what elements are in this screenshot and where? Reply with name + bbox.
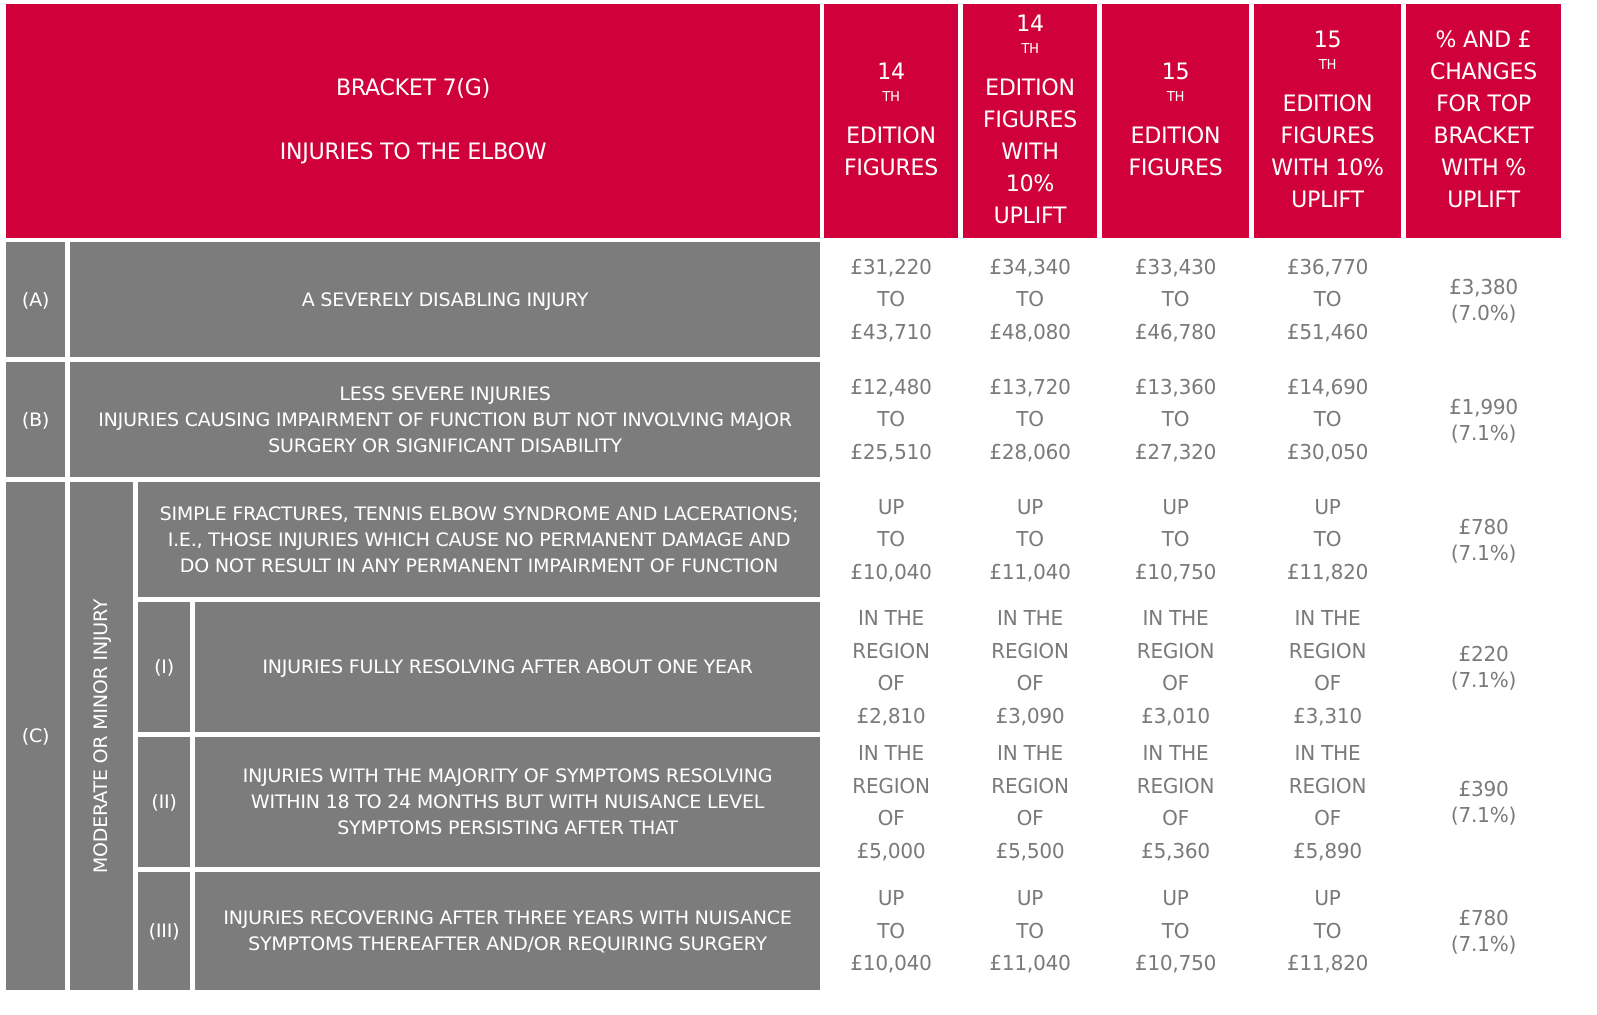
row-b-14th [824,362,958,477]
value-line: UP [1016,494,1044,519]
change-amount: £780 [1458,514,1509,539]
header-line: WITH % [1441,156,1526,181]
value-line: TO [1161,287,1190,312]
value-line: £27,320 [1134,439,1217,464]
col-header-14th-edition [824,4,958,238]
row-b-15th-uplift [1254,362,1401,477]
value-line: £14,690 [1286,374,1369,399]
value-line: REGION [852,773,930,798]
value-line: £10,750 [1134,951,1217,976]
row-c-iii-change [1406,872,1561,990]
bracket-title: BRACKET 7(G) [335,76,491,101]
row-c-i-14th [824,602,958,732]
value-line: £11,040 [989,559,1071,584]
value-line: £5,360 [1141,838,1210,863]
value-line: £3,090 [995,703,1065,728]
value-line: IN THE [997,741,1063,765]
description-line: INJURIES RECOVERING AFTER THREE YEARS WITH NUISANCE [223,907,792,929]
bracket-header [6,4,820,238]
change-amount: £3,380 [1449,274,1518,299]
header-line: UPLIFT [1291,188,1364,213]
header-line: EDITION [1130,124,1221,149]
header-line: FIGURES [1280,124,1375,149]
change-percent: (7.1%) [1450,668,1517,692]
row-c-main-change [1406,482,1561,597]
value-line: OF [1314,671,1341,695]
value-line: OF [1162,671,1189,695]
row-b-change [1406,362,1561,477]
row-a-14th [824,242,958,357]
row-c-label: (C) [6,482,65,990]
value-line: TO [1016,287,1044,312]
value-line: £3,310 [1293,703,1362,728]
description-line: SURGERY OR SIGNIFICANT DISABILITY [268,434,622,457]
header-line: WITH 10% [1271,156,1384,181]
value-line: TO [877,918,905,943]
description-line: LESS SEVERE INJURIES [339,382,551,405]
value-line: TO [1161,527,1190,552]
value-line: TO [1313,287,1342,312]
value-line: UP [1314,886,1341,911]
value-line: £11,820 [1286,559,1369,584]
row-a-label: (A) [6,242,65,357]
value-line: £46,780 [1134,319,1217,344]
row-c-i-description: INJURIES FULLY RESOLVING AFTER ABOUT ONE YEAR [195,602,820,732]
value-line: £28,060 [989,439,1071,464]
header-line: WITH [1001,140,1059,165]
row-a-change [1406,242,1561,357]
col-header-14th-edition-uplift [963,4,1097,238]
value-line: £10,750 [1134,559,1217,584]
value-line: REGION [991,638,1069,663]
header-line: FIGURES [843,156,939,181]
value-line: £12,480 [850,374,932,399]
value-line: OF [1016,671,1044,695]
value-line: OF [1016,806,1044,830]
row-a-15th-uplift [1254,242,1401,357]
description-line: SIMPLE FRACTURES, TENNIS ELBOW SYNDROME AND LACERATIONS; [159,502,799,525]
change-percent: (7.1%) [1450,420,1517,445]
value-line: £2,810 [856,703,926,728]
value-line: IN THE [1142,741,1209,765]
value-line: £43,710 [850,319,932,344]
value-line: TO [1313,407,1342,432]
value-line: REGION [991,773,1069,798]
change-percent: (7.0%) [1450,300,1517,325]
header-line: % AND £ [1435,28,1532,53]
header-line: CHANGES [1430,60,1537,85]
value-line: TO [1313,527,1342,552]
header-line: 15 $^{TH}$ [1161,60,1190,105]
value-line: £11,820 [1286,951,1369,976]
col-header-15th-edition-uplift [1254,4,1401,238]
row-c-ii-description [195,737,820,867]
value-line: UP [1162,494,1189,519]
header-line: FIGURES [1128,156,1223,181]
value-line: REGION [1136,773,1215,798]
value-line: IN THE [1142,606,1209,630]
value-line: TO [1313,918,1342,943]
bracket-subtitle: INJURIES TO THE ELBOW [279,140,547,165]
value-line: IN THE [858,606,924,630]
value-line: TO [1161,407,1190,432]
row-c-main-15th-uplift [1254,482,1401,597]
row-c-iii-15th-uplift [1254,872,1401,990]
row-c-ii-label: (II) [138,737,190,867]
header-line: BRACKET [1433,124,1534,149]
row-c-ii-14th-uplift [963,737,1097,867]
row-c-i-14th-uplift [963,602,1097,732]
value-line: OF [1162,806,1189,830]
row-c-iii-description [195,872,820,990]
row-c-iii-14th-uplift [963,872,1097,990]
value-line: £10,040 [850,951,932,976]
row-c-main-14th-uplift [963,482,1097,597]
value-line: TO [1016,527,1044,552]
description-line: I.E., THOSE INJURIES WHICH CAUSE NO PERMANENT DAMAGE AND [167,528,791,551]
header-line: FOR TOP [1436,92,1531,117]
value-line: TO [877,407,905,432]
header-line: EDITION [985,76,1075,101]
value-line: OF [877,671,905,695]
value-line: £34,340 [989,254,1071,279]
value-line: TO [1016,407,1044,432]
header-line: EDITION [846,124,936,149]
col-header-change [1406,4,1561,238]
category-label: MODERATE OR MINOR INJURY [90,598,113,874]
change-percent: (7.1%) [1450,540,1517,565]
change-amount: £780 [1458,906,1509,930]
value-line: £5,000 [856,838,926,863]
value-line: £5,890 [1293,838,1362,863]
value-line: OF [877,806,905,830]
row-c-ii-change [1406,737,1561,867]
row-c-i-change [1406,602,1561,732]
value-line: £51,460 [1286,319,1369,344]
row-b-15th [1102,362,1249,477]
value-line: UP [877,494,905,519]
row-a-14th-uplift [963,242,1097,357]
header-line: 14 $^{TH}$ [1016,12,1044,57]
row-c-main-15th [1102,482,1249,597]
value-line: TO [1016,918,1044,943]
value-line: REGION [1288,638,1367,663]
value-line: £3,010 [1141,703,1210,728]
change-percent: (7.1%) [1450,803,1517,827]
value-line: REGION [852,638,930,663]
header-line: UPLIFT [1447,188,1520,213]
value-line: £25,510 [850,439,932,464]
row-b-label: (B) [6,362,65,477]
description-line: DO NOT RESULT IN ANY PERMANENT IMPAIRMENT OF FUNCTION [179,554,779,577]
value-line: REGION [1288,773,1367,798]
row-c-ii-14th [824,737,958,867]
row-c-category [70,482,133,990]
value-line: £33,430 [1134,254,1217,279]
header-line: 15 $^{TH}$ [1313,28,1342,73]
value-line: £36,770 [1286,254,1369,279]
row-c-i-15th-uplift [1254,602,1401,732]
value-line: REGION [1136,638,1215,663]
value-line: IN THE [858,741,924,765]
row-c-i-label: (I) [138,602,190,732]
value-line: IN THE [1294,606,1361,630]
row-c-ii-15th-uplift [1254,737,1401,867]
row-b-14th-uplift [963,362,1097,477]
description-line: WITHIN 18 TO 24 MONTHS BUT WITH NUISANCE LEVEL [250,791,765,813]
value-line: £31,220 [850,254,932,279]
description-line: SYMPTOMS THEREAFTER AND/OR REQUIRING SURGERY [248,933,767,955]
value-line: TO [877,527,905,552]
header-line: 14 $^{TH}$ [877,60,905,105]
value-line: £48,080 [989,319,1071,344]
header-line: FIGURES [982,108,1078,133]
row-c-main-description [138,482,820,597]
value-line: UP [877,886,905,911]
row-a-15th [1102,242,1249,357]
value-line: £13,720 [989,374,1071,399]
value-line: £30,050 [1286,439,1369,464]
header-line: 10% [1005,172,1055,197]
value-line: IN THE [997,606,1063,630]
value-line: £10,040 [850,559,932,584]
description-line: INJURIES CAUSING IMPAIRMENT OF FUNCTION BUT NOT INVOLVING MAJOR [98,408,792,431]
header-line: UPLIFT [993,204,1067,229]
row-b-description [70,362,820,477]
change-amount: £220 [1458,642,1509,666]
row-c-iii-label: (III) [138,872,190,990]
description-line: INJURIES WITH THE MAJORITY OF SYMPTOMS RESOLVING [242,765,773,787]
change-amount: £390 [1458,777,1509,801]
value-line: £11,040 [989,951,1071,976]
value-line: TO [1161,918,1190,943]
value-line: UP [1162,886,1189,911]
row-c-i-15th [1102,602,1249,732]
row-c-iii-14th [824,872,958,990]
value-line: UP [1314,494,1341,519]
row-c-main-14th [824,482,958,597]
col-header-15th-edition [1102,4,1249,238]
value-line: £13,360 [1134,374,1217,399]
row-c-iii-15th [1102,872,1249,990]
header-line: EDITION [1282,92,1373,117]
value-line: TO [877,287,905,312]
description-line: SYMPTOMS PERSISTING AFTER THAT [337,817,678,839]
value-line: IN THE [1294,741,1361,765]
row-c-ii-15th [1102,737,1249,867]
row-a-description: A SEVERELY DISABLING INJURY [70,242,820,357]
value-line: UP [1016,886,1044,911]
change-percent: (7.1%) [1450,932,1517,956]
change-amount: £1,990 [1449,394,1518,419]
value-line: £5,500 [995,838,1065,863]
value-line: OF [1314,806,1341,830]
